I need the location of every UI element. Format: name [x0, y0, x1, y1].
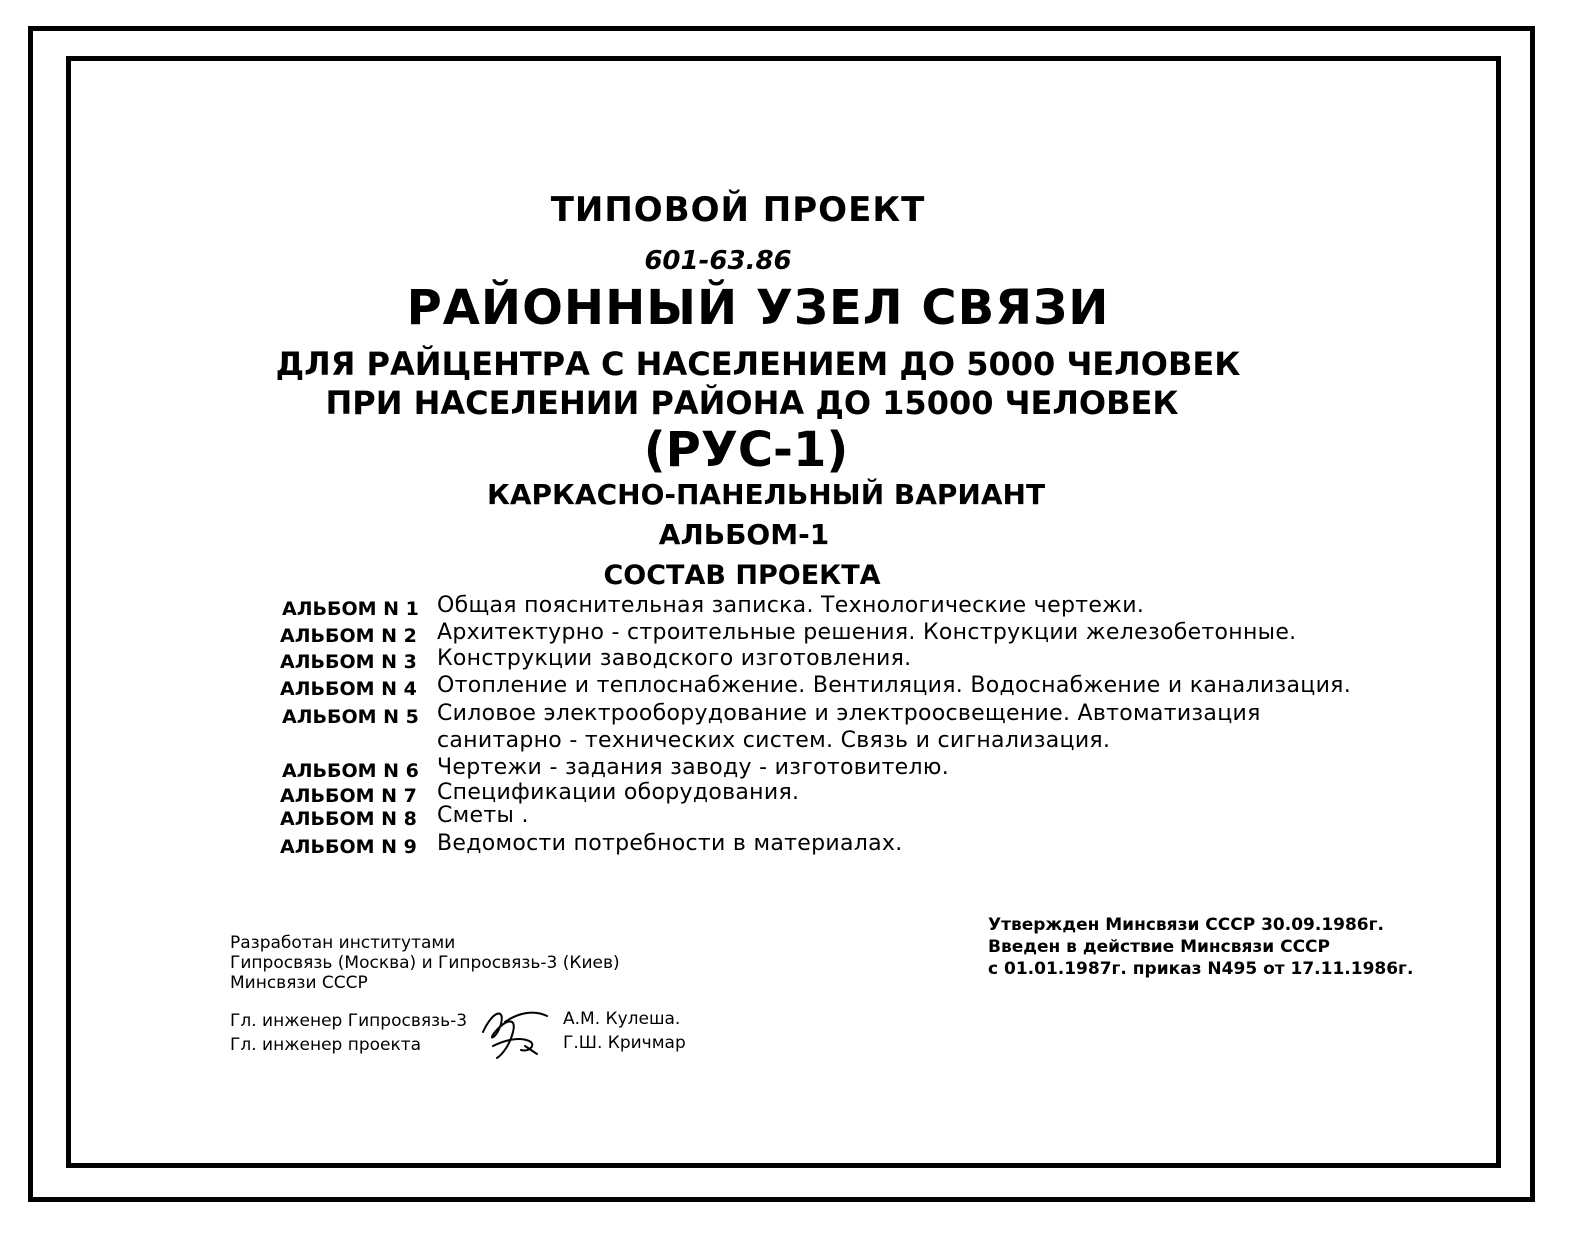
developer-line2: Гипросвязь (Москва) и Гипросвязь-3 (Киев) — [230, 953, 620, 973]
album-label: АЛЬБОМ N 7 — [280, 785, 417, 807]
album-description: Отопление и теплоснабжение. Вентиляция. Водоснабжение и канализация. — [437, 673, 1352, 698]
album-description: Архитектурно - строительные решения. Конструкции железобетонные. — [437, 620, 1297, 645]
composition-title: СОСТАВ ПРОЕКТА — [603, 560, 881, 591]
album-label: АЛЬБОМ N 5 — [282, 706, 419, 728]
album-label: АЛЬБОМ N 6 — [282, 760, 419, 782]
developer-line1: Разработан институтами — [230, 933, 456, 953]
album-label: АЛЬБОМ N 2 — [280, 625, 417, 647]
album-label: АЛЬБОМ N 3 — [280, 651, 417, 673]
approval-line1: Утвержден Минсвязи СССР 30.09.1986г. — [988, 915, 1384, 935]
subtitle-line2: ПРИ НАСЕЛЕНИИ РАЙОНА ДО 15000 ЧЕЛОВЕК — [325, 384, 1179, 422]
project-number: 601-63.86 — [644, 246, 792, 276]
approval-line3: с 01.01.1987г. приказ N495 от 17.11.1986г. — [988, 959, 1414, 979]
album-label: АЛЬБОМ N 8 — [280, 808, 417, 830]
signatory-role: Гл. инженер Гипросвязь-3 — [230, 1011, 468, 1031]
album-description: Общая пояснительная записка. Технологические чертежи. — [437, 593, 1145, 618]
album-description-continued: санитарно - технических систем. Связь и сигнализация. — [437, 728, 1111, 753]
signatory-name: Г.Ш. Кричмар — [563, 1033, 686, 1053]
album-description: Спецификации оборудования. — [437, 780, 800, 805]
subtitle-line1: ДЛЯ РАЙЦЕНТРА С НАСЕЛЕНИЕМ ДО 5000 ЧЕЛОВЕК — [275, 345, 1241, 383]
album-description: Конструкции заводского изготовления. — [437, 646, 912, 671]
album-title: АЛЬБОМ-1 — [658, 518, 830, 551]
album-description: Силовое электрооборудование и электроосвещение. Автоматизация — [437, 701, 1261, 726]
project-name: РАЙОННЫЙ УЗЕЛ СВЯЗИ — [406, 280, 1110, 336]
handwritten-signature — [475, 1002, 555, 1062]
album-label: АЛЬБОМ N 4 — [280, 678, 417, 700]
album-label: АЛЬБОМ N 1 — [282, 598, 419, 620]
album-description: Чертежи - задания заводу - изготовителю. — [437, 755, 949, 780]
developer-line3: Минсвязи СССР — [230, 973, 368, 993]
album-description: Сметы . — [437, 803, 529, 828]
variant-title: КАРКАСНО-ПАНЕЛЬНЫЙ ВАРИАНТ — [486, 478, 1046, 511]
approval-line2: Введен в действие Минсвязи СССР — [988, 937, 1330, 957]
album-description: Ведомости потребности в материалах. — [437, 831, 903, 856]
project-code: (РУС-1) — [643, 422, 849, 478]
album-label: АЛЬБОМ N 9 — [280, 836, 417, 858]
document-title: ТИПОВОЙ ПРОЕКТ — [550, 190, 926, 230]
signatory-role: Гл. инженер проекта — [230, 1035, 422, 1055]
signatory-name: А.М. Кулеша. — [563, 1009, 681, 1029]
